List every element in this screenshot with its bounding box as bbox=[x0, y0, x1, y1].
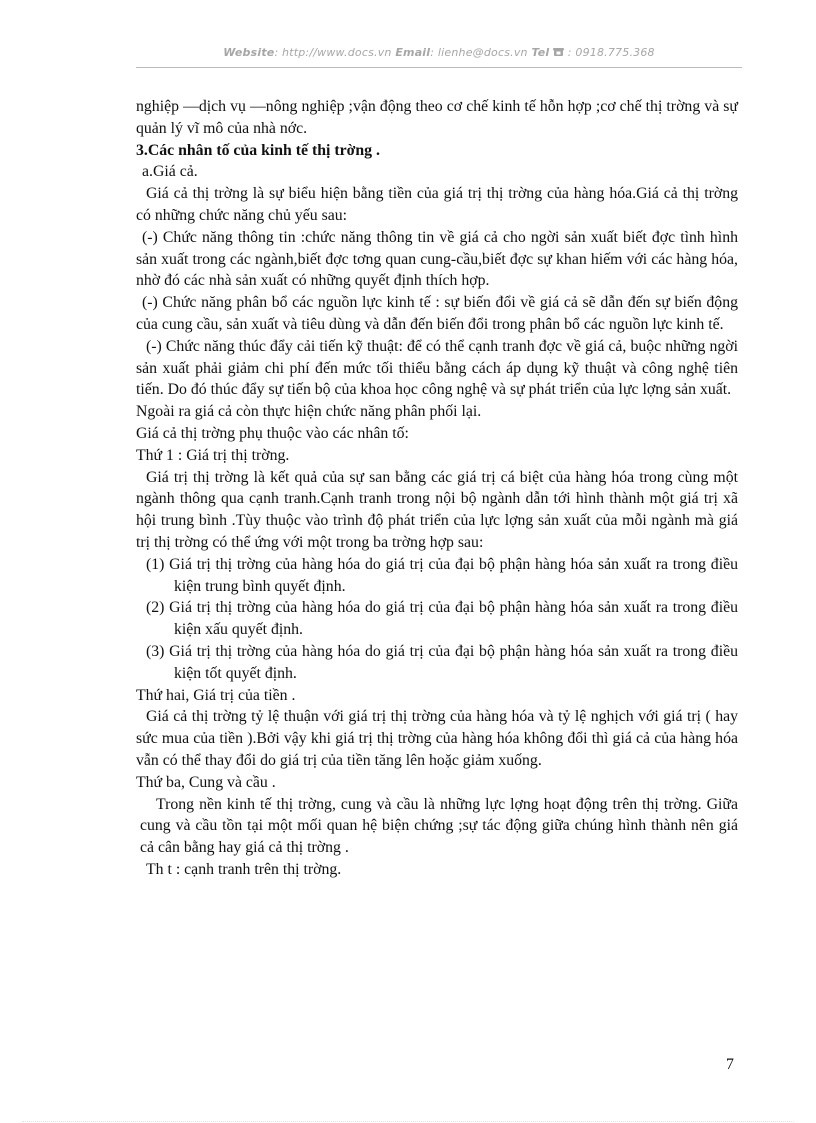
website-label: Website bbox=[223, 46, 275, 59]
subsection-heading: a.Giá cả. bbox=[142, 163, 198, 181]
document-body bbox=[136, 96, 738, 881]
section-heading: 3.Các nhân tố của kinh tế thị trờng . bbox=[136, 141, 380, 159]
paragraph: (-) Chức năng thúc đẩy cải tiến kỹ thuật: để có thể cạnh tranh đợc về giá cả, buộc những ngời sản xuất phải giảm chi phí đến mức tối thiểu bằng cách áp dụng kỹ thuật và công nghệ tiên tiến. Do đó thúc đẩy sự tiến bộ của khoa học công nghệ và sự phát triển của lực lợng sản xuất. bbox=[136, 337, 738, 399]
phone-icon bbox=[553, 46, 568, 59]
header-divider bbox=[136, 67, 742, 68]
page-number: 7 bbox=[726, 1056, 734, 1073]
paragraph: Th t : cạnh tranh trên thị trờng. bbox=[146, 860, 342, 878]
email-value: : lienhe@docs.vn bbox=[430, 46, 528, 59]
paragraph: Giá cả thị trờng là sự biểu hiện bằng tiền của giá trị thị trờng của hàng hóa.Giá cả thị trờng có những chức năng chủ yếu sau: bbox=[136, 185, 738, 224]
paragraph: Thứ hai, Giá trị của tiền . bbox=[136, 686, 296, 704]
list-item: (2) Giá trị thị trờng của hàng hóa do giá trị của đại bộ phận hàng hóa sản xuất ra trong điều kiện xấu quyết định. bbox=[146, 599, 738, 639]
paragraph: Thứ ba, Cung và cầu . bbox=[136, 773, 276, 791]
list-item: (3) Giá trị thị trờng của hàng hóa do giá trị của đại bộ phận hàng hóa sản xuất ra trong điều kiện tốt quyết định. bbox=[146, 642, 738, 682]
tel-label: Tel bbox=[531, 46, 550, 59]
footer-divider bbox=[22, 1121, 794, 1122]
paragraph: Thứ 1 : Giá trị thị trờng. bbox=[136, 446, 290, 464]
paragraph: (-) Chức năng phân bổ các nguồn lực kinh tế : sự biến đổi về giá cả sẽ dẫn đến sự biến động của cung cầu, sản xuất và tiêu dùng và dẫn đến biến đổi trong phân bổ các nguồn lực kinh tế. bbox=[136, 294, 738, 333]
page-header bbox=[136, 46, 742, 66]
list-item: (1) Giá trị thị trờng của hàng hóa do giá trị của đại bộ phận hàng hóa sản xuất ra trong điều kiện trung bình quyết định. bbox=[146, 555, 738, 595]
paragraph: Ngoài ra giá cả còn thực hiện chức năng phân phối lại. bbox=[136, 403, 482, 421]
email-label: Email bbox=[395, 46, 431, 59]
paragraph: nghiệp —dịch vụ —nông nghiệp ;vận động theo cơ chế kinh tế hỗn hợp ;cơ chế thị trờng và sự quản lý vĩ mô của nhà nớc. bbox=[136, 98, 738, 137]
paragraph: Giá cả thị trờng phụ thuộc vào các nhân tố: bbox=[136, 424, 409, 442]
tel-value: : 0918.775.368 bbox=[567, 46, 655, 59]
paragraph: (-) Chức năng thông tin :chức năng thông tin về giá cả cho ngời sản xuất biết đợc tình hình sản xuất trong các ngành,biết đợc tơng quan cung-cầu,biết đợc sự khan hiếm với các hàng hóa, nhờ đó các nhà sản xuất có những quyết định thích hợp. bbox=[136, 228, 738, 290]
paragraph: Giá trị thị trờng là kết quả của sự san bằng các giá trị cá biệt của hàng hóa trong cùng một ngành thông qua cạnh tranh.Cạnh tranh trong nội bộ ngành dẫn tới hình thành một giá trị xã hội trung bình .Tùy thuộc vào trình độ phát triển của lực lợng sản xuất của mỗi ngành mà giá trị thị trờng có thể ứng với một trong ba trờng hợp sau: bbox=[136, 468, 738, 551]
paragraph: Giá cả thị trờng tỷ lệ thuận với giá trị thị trờng của hàng hóa và tỷ lệ nghịch với giá trị ( hay sức mua của tiền ).Bởi vậy khi giá trị thị trờng của hàng hóa không đổi thì giá cả của hàng hóa vẫn có thể thay đổi do giá trị của tiền tăng lên hoặc giảm xuống. bbox=[136, 708, 738, 769]
paragraph: Trong nền kinh tế thị trờng, cung và cầu là những lực lợng hoạt động trên thị trờng. Giữa cung và cầu tồn tại một mối quan hệ biện chứng ;sự tác động giữa chúng hình thành nên giá cả cân bằng hay giá cả thị trờng . bbox=[140, 795, 738, 857]
website-value: : http://www.docs.vn bbox=[274, 46, 392, 59]
